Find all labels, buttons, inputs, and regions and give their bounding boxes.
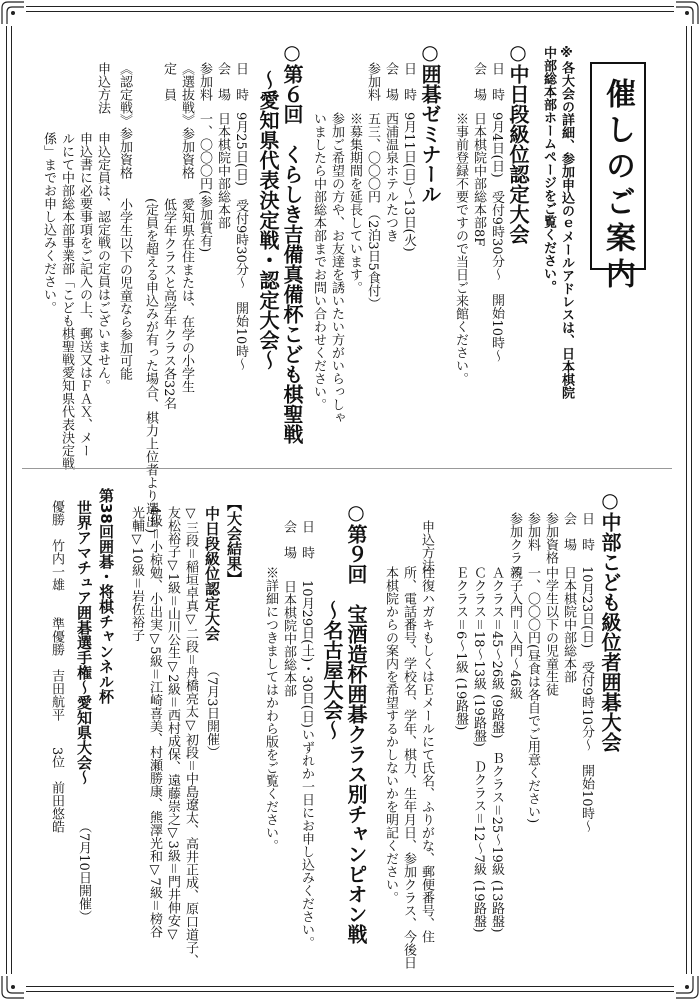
chubu-kids-class: 親子入門＝入門～46級	[507, 566, 522, 700]
takara-venue-label: 会 場	[281, 520, 296, 559]
seminar-note: いましたら中部総本部までお問い合わせください。	[311, 112, 326, 411]
takara-note: ※詳細につきましてはかわら版をご覧ください。	[263, 566, 278, 852]
kurashiki-date: 9月25日(日) 受付9時30分～ 開始10時～	[233, 112, 248, 371]
chubu-kids-fee: 一、〇〇〇円(昼食は各自でご用意ください)	[525, 566, 540, 824]
takara-subheading: ～名古屋大会～	[320, 600, 344, 740]
kurashiki-date-label: 日 時	[233, 62, 248, 101]
chubu-kids-class-label: 参加クラス	[507, 512, 522, 577]
kurashiki-nintei-label: 《認定戦》参加資格	[117, 62, 132, 179]
chubu-kids-apply: 往復ハガキもしくはＥメールにて氏名、ふりがな、郵便番号、住	[419, 566, 434, 943]
kurashiki-cap-label: 定 員	[161, 62, 176, 101]
chubu-kids-elig-label: 参加資格	[543, 512, 558, 564]
seminar-date: 9月11日(日)～13日(火)	[401, 112, 416, 252]
page-title: 催しのご案内	[600, 78, 635, 294]
results-line: ▽三段＝稲垣卓真▽二段＝舟橋亮太▽初段＝中島遼太、高井正成、原口道子、	[183, 506, 198, 968]
corner-ornament-icon	[674, 0, 700, 26]
dan-kyu-note: ※事前登録不要ですので当日ご来館ください。	[453, 112, 468, 385]
takara-venue: 日本棋院中部総本部	[281, 580, 296, 697]
corner-ornament-icon	[0, 974, 26, 1000]
kurashiki-venue: 日本棋院中部総本部	[215, 112, 230, 229]
chubu-kids-class: Ａクラス＝45～26級 (9路盤) Ｂクラス＝25～19級 (13路盤)	[489, 566, 504, 933]
kurashiki-apply: 申込書に必要事項をご記入の上、郵送又はＦＡＸ、メー	[77, 132, 92, 457]
kurashiki-cap-note: (定員を超える申込みが有った場合、棋力上位者より選出)	[143, 198, 158, 534]
chubu-kids-date-label: 日 時	[579, 512, 594, 551]
dan-kyu-heading: ○中日段級位認定大会	[506, 40, 530, 244]
kurashiki-subheading: ～愛知県代表決定戦・認定大会～	[256, 70, 280, 370]
corner-ornament-icon	[0, 0, 26, 26]
section-divider	[22, 468, 672, 469]
kurashiki-elig-label: 《選抜戦》参加資格	[179, 62, 194, 179]
results-wa-winners: 優勝 竹内一雄 準優勝 吉田航平 3位 前田悠皓	[49, 500, 64, 834]
kurashiki-apply-label: 申込方法	[95, 62, 110, 114]
results-heading: 【大会結果】	[225, 496, 243, 586]
chubu-kids-elig: 中学生以下の児童生徒	[543, 566, 558, 696]
chubu-kids-class: Ｃクラス＝18～13級 (19路盤) Ｄクラス＝12～7級 (19路盤)	[471, 566, 486, 933]
seminar-fee: 五三、〇〇〇円 （2泊3日5食付）	[365, 112, 380, 310]
kurashiki-fee: 一、〇〇〇円(参加賞有)	[197, 112, 212, 253]
takara-heading: ○第９回 宝酒造杯囲碁クラス別チャンピオン戦	[344, 500, 368, 944]
kurashiki-apply: 申込定員は、認定戦の定員はございません。	[95, 132, 110, 392]
chubu-kids-apply: 本棋院からの案内を希望するかしないかを明記ください。	[383, 566, 398, 904]
seminar-heading: ○囲碁ゼミナール	[418, 40, 442, 204]
dan-kyu-venue-label: 会 場	[471, 62, 486, 101]
chubu-kids-venue-label: 会 場	[561, 512, 576, 551]
takara-date: 10月29日(土)・30日(日)いずれか一日にお申し込みください。	[299, 580, 314, 949]
seminar-venue: 西浦温泉ホテルたつき	[383, 112, 398, 242]
dan-kyu-venue: 日本棋院中部総本部8F	[471, 112, 486, 247]
chubu-kids-heading: ○中部こども級位者囲碁大会	[598, 488, 622, 752]
results-line: 4級＝小椋勉、小出実▽5級＝江崎喜美、村瀬勝康、熊澤光和▽7級＝榜谷	[147, 506, 162, 938]
results-line: 光輔▽10級＝岩佐裕子	[129, 506, 144, 642]
seminar-fee-label: 参加料	[365, 62, 380, 101]
seminar-venue-label: 会 場	[383, 62, 398, 101]
results-wa-heading: 第38回囲碁・将棋チャンネル杯	[97, 488, 115, 704]
page-title-box	[590, 62, 646, 294]
seminar-note: ※募集期間を延長しています。	[347, 112, 362, 294]
kurashiki-apply: 係」までお申し込みください。	[41, 132, 56, 314]
dan-kyu-date-label: 日 時	[489, 62, 504, 101]
results-wa-date: （7月10日開催）	[76, 820, 91, 923]
kurashiki-venue-label: 会 場	[215, 62, 230, 101]
kurashiki-fee-label: 参加料	[197, 62, 212, 101]
kurashiki-nintei: 小学生以下の児童なら参加可能	[117, 198, 132, 380]
chubu-kids-apply: 所、電話番号、学校名、学年、棋力、生年月日、参加クラス、今後日	[401, 566, 416, 969]
chubu-kids-apply-label: 申込方法	[419, 520, 434, 572]
chubu-kids-date: 10月23日(日) 受付9時10分～ 開始10時～	[579, 566, 594, 833]
seminar-date-label: 日 時	[401, 62, 416, 101]
results-wa-heading: 世界アマチュア囲碁選手権～愛知県大会～	[75, 500, 93, 785]
results-dan-date: （7月3日開催）	[204, 664, 219, 759]
kurashiki-heading: ○第６回 くらしき吉備真備杯こども棋聖戦	[280, 40, 304, 444]
notice-line: ※各大会の詳細、参加申込のｅメールアドレスは、日本棋院	[559, 46, 574, 399]
dan-kyu-date: 9月4日(日) 受付9時30分～ 開始10時～	[489, 112, 504, 363]
chubu-kids-venue: 日本棋院中部総本部	[561, 566, 576, 683]
chubu-kids-class: Ｅクラス＝6～1級 (19路盤)	[453, 566, 468, 731]
chubu-kids-fee-label: 参加料	[525, 512, 540, 551]
takara-date-label: 日 時	[299, 520, 314, 559]
notice-line: 中部総本部ホームページをご覧ください。	[541, 46, 556, 293]
kurashiki-cap: 低学年クラスと高学年クラス各32名	[161, 198, 176, 410]
results-dan-heading: 中日段級位認定大会	[203, 506, 221, 641]
results-line: 友松裕子▽1級＝山川公生▽2級＝西村成保、遠藤崇之▽3級＝門井伸安▽	[165, 506, 180, 942]
seminar-note: 参加ご希望の方や、お友達を誘いたい方がいらっしゃ	[329, 112, 344, 424]
corner-ornament-icon	[674, 974, 700, 1000]
kurashiki-elig: 愛知県在住または、在学の小学生	[179, 198, 194, 393]
kurashiki-apply: ルにて中部総本部事業部「こども棋聖戦愛知県代表決定戦	[59, 132, 74, 470]
